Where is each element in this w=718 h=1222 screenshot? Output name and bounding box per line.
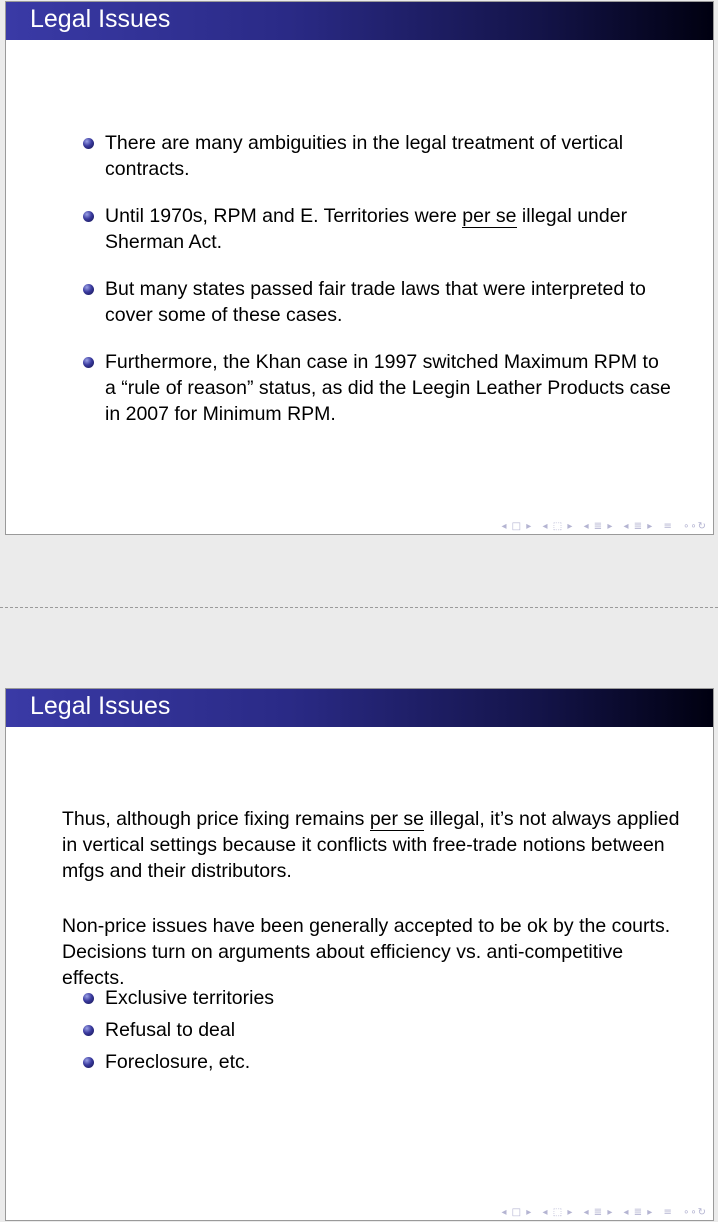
paragraph-text-pre: Thus, although price fixing remains: [62, 808, 370, 830]
slide-2: [5, 688, 714, 1221]
bullet-text: Refusal to deal: [105, 1019, 236, 1041]
section-nav-icon-2[interactable]: ◂ ≣ ▸: [623, 521, 654, 532]
frame-nav-icon[interactable]: ◂ □ ▸: [501, 1207, 533, 1218]
paragraph-text-post: illegal, it’s not always applied in vertical settings because it conflicts with free-trade notions between mfgs and their distributors.: [62, 808, 680, 882]
bullet-text: There are many ambiguities in the legal treatment of vertical contracts.: [105, 132, 624, 180]
search-nav-icon[interactable]: ∘∘↻: [683, 521, 707, 532]
bullet-text-post: illegal under Sherman Act.: [105, 205, 628, 253]
beamer-navigation-icons: [495, 1207, 707, 1218]
beamer-navigation-icons: [495, 521, 707, 532]
section-nav-icon[interactable]: ◂ ≣ ▸: [583, 1207, 614, 1218]
ball-bullet-icon: [83, 284, 94, 295]
slide-title: Legal Issues: [6, 2, 713, 40]
bullet-text: Furthermore, the Khan case in 1997 switched Maximum RPM to a “rule of reason” status, as did the Leegin Leather Products case in 2007 for Minimum RPM.: [105, 351, 671, 425]
ball-bullet-icon: [83, 1057, 94, 1068]
ball-bullet-icon: [83, 1025, 94, 1036]
list-item: [83, 349, 673, 427]
ball-bullet-icon: [83, 993, 94, 1004]
paragraph: Non-price issues have been generally accepted to be ok by the courts. Decisions turn on arguments about efficiency vs. anti-competitive effects.: [62, 915, 671, 989]
bullet-text: But many states passed fair trade laws that were interpreted to cover some of these cases.: [105, 278, 646, 326]
emphasized-term: per se: [369, 808, 425, 830]
slide-title: Legal Issues: [6, 689, 713, 727]
frame-nav-icon[interactable]: ◂ □ ▸: [501, 521, 533, 532]
emphasized-term: per se: [462, 205, 517, 227]
section-nav-icon-2[interactable]: ◂ ≣ ▸: [623, 1207, 654, 1218]
list-item: [83, 985, 673, 1011]
section-nav-icon[interactable]: ◂ ≣ ▸: [583, 521, 614, 532]
list-item: [83, 130, 673, 182]
list-item: [83, 1049, 673, 1075]
search-nav-icon[interactable]: ∘∘↻: [683, 1207, 707, 1218]
bullet-text: Exclusive territories: [105, 987, 275, 1009]
align-nav-icon[interactable]: ≡: [663, 521, 673, 532]
bullet-text-pre: Until 1970s, RPM and E. Territories were: [105, 205, 463, 227]
subsection-nav-icon[interactable]: ◂ ⬚ ▸: [542, 1207, 574, 1218]
bullet-list: [83, 985, 673, 1081]
list-item: [83, 276, 673, 328]
ball-bullet-icon: [83, 138, 94, 149]
list-item: [83, 1017, 673, 1043]
subsection-nav-icon[interactable]: ◂ ⬚ ▸: [542, 521, 574, 532]
bullet-list: [83, 130, 673, 448]
ball-bullet-icon: [83, 357, 94, 368]
align-nav-icon[interactable]: ≡: [663, 1207, 673, 1218]
list-item: [83, 203, 673, 255]
page-divider: [0, 607, 718, 608]
bullet-text: Foreclosure, etc.: [105, 1051, 251, 1073]
ball-bullet-icon: [83, 211, 94, 222]
paragraph: [62, 806, 683, 884]
slide-1: [5, 1, 714, 535]
